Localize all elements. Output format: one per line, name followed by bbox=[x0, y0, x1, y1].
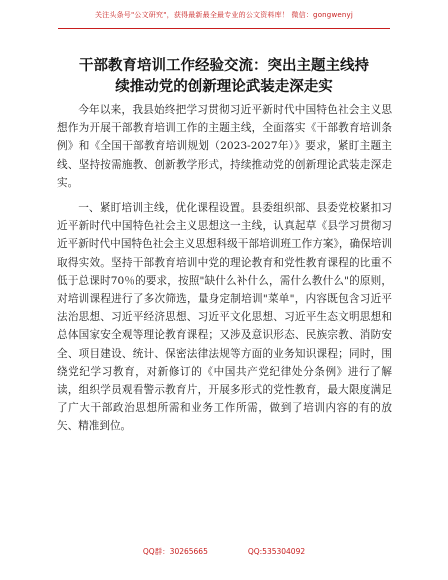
document-body bbox=[57, 101, 392, 436]
title-line-1: 干部教育培训工作经验交流：突出主题主线持 bbox=[79, 58, 369, 74]
promo-banner: 关注头条号"公文研究"，获得最新最全最专业的公文资料库！ 微信：gongwenyj bbox=[94, 11, 354, 19]
title-line-2: 续推动党的创新理论武装走深走实 bbox=[115, 79, 333, 95]
page-footer bbox=[0, 546, 448, 557]
intro-paragraph: 今年以来，我县始终把学习贯彻习近平新时代中国特色社会主义思想作为开展干部教育培训工作的主题主线，全面落实《干部教育培训条例》和《全国干部教育培训规划（2023-2027年）》要求，紧盯主题主线、坚持按需施教、创新教学形式，持续推动党的创新理论武装走深走实。 bbox=[57, 104, 392, 189]
section-one-paragraph: 一、紧盯培训主线，优化课程设置。县委组织部、县委党校紧扣习近平新时代中国特色社会主义思想这一主线，认真起草《县学习贯彻习近平新时代中国特色社会主义思想科级干部培训班工作方案》，确保培训取得实效。坚持干部教育培训中党的理论教育和党性教育课程的比重不低于总课时70％的要求，按照"缺什么补什么，需什么教什么"的原则，对培训课程进行了多次筛选，量身定制培训"菜单"，内容既包含习近平法治思想、习近平经济思想、习近平文化思想、习近平生态文明思想和总体国家安全观等理论教育课程；又涉及意识形态、民族宗教、消防安全、项目建设、统计、保密法律法规等方面的业务知识课程；同时，围绕党纪学习教育，对新修订的《中国共产党纪律处分条例》进行了解读，组织学员观看警示教育片，开展多形式的党性教育，最大限度满足了广大干部政治思想所需和业务工作所需，做到了培训内容的有的放矢、精准到位。 bbox=[57, 202, 392, 433]
header-divider bbox=[58, 28, 390, 29]
footer-qq-contact: QQ:535304092 bbox=[247, 547, 306, 556]
footer-qq-group: QQ群：30265665 bbox=[142, 547, 208, 556]
document-title bbox=[40, 56, 408, 98]
